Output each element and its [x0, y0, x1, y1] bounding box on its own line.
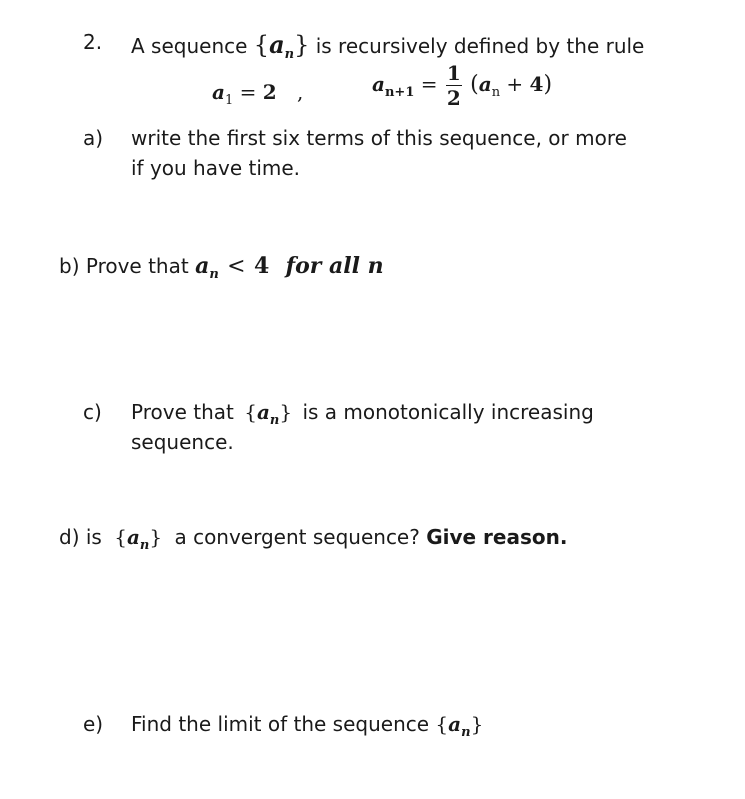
part-a-line1: write the first six terms of this sequence, or more	[131, 126, 627, 150]
question-intro	[131, 30, 644, 62]
part-d: d) is $\{a_n\}$ a convergent sequence? Give reason.	[59, 525, 568, 553]
part-a-line2: if you have time.	[131, 156, 301, 180]
recurrence-rule: $a_{n+1}$ = $\frac{1}{2}$ $(a_n + 4)$	[372, 61, 553, 110]
part-b-label: b) Prove that	[59, 254, 189, 278]
initial-term: $a_1 = 2$ ,	[212, 80, 304, 108]
part-a-label: a)	[83, 126, 104, 150]
part-c-label: c)	[83, 400, 102, 424]
sequence-notation: $\{a_n\}$	[244, 400, 293, 428]
sequence-notation: $\{a_n\}$	[114, 525, 163, 553]
one-half-fraction: $\frac{1}{2}$	[446, 61, 461, 110]
sequence-notation: $\{a_n\}$	[435, 712, 484, 740]
part-e-text: Find the limit of the sequence $\{a_n\}$	[131, 712, 484, 740]
part-c-line1: Prove that $\{a_n\}$ is a monotonically increasing	[131, 400, 594, 428]
question-number: 2.	[83, 30, 103, 54]
part-b: b) Prove that $a_n < 4$ for all n	[59, 253, 384, 282]
part-c-line2: sequence.	[131, 430, 234, 454]
part-e-label: e)	[83, 712, 104, 736]
intro-text-after: is recursively defined by the rule	[315, 34, 645, 58]
sequence-notation: $\{a_n\}$	[253, 30, 310, 62]
intro-text-before: A sequence	[131, 34, 248, 58]
part-d-emphasis: Give reason.	[426, 525, 568, 549]
